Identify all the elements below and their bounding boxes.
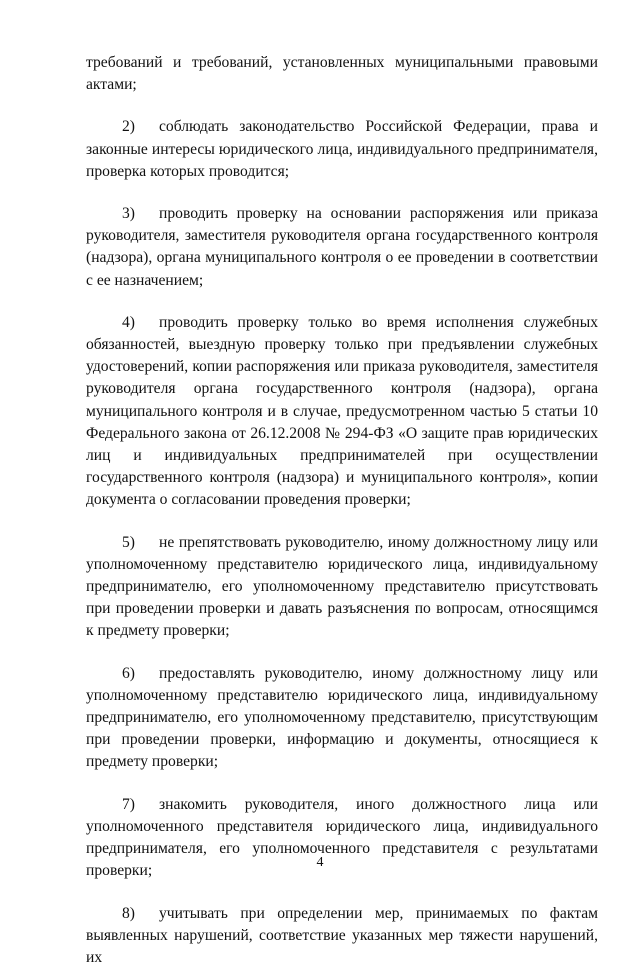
page-number: 4 [0, 855, 640, 871]
item-number: 5) [122, 532, 159, 554]
list-item-6 [86, 663, 598, 774]
continuation-paragraph: требований и требований, установленных муниципальными правовыми актами; [86, 52, 598, 96]
item-number: 7) [122, 794, 159, 816]
item-number: 2) [122, 116, 159, 138]
item-text: проводить проверку только во время исполнения служебных обязанностей, выездную проверку только при предъявлении служебных удостоверений, копии распоряжения или приказа руководителя, заместителя руководителя органа государственного контроля (надзора), органа муниципального контроля и в случае, предусмотренном частью 5 статьи 10 Федерального закона от 26.12.2008 № 294-ФЗ «О защите прав юридических лиц и индивидуальных предпринимателей при осуществлении государственного контроля (надзора) и муниципального контроля», копии документа о согласовании проведения проверки; [86, 314, 598, 509]
list-item-8 [86, 903, 598, 969]
item-text: соблюдать законодательство Российской Федерации, права и законные интересы юридического лица, индивидуального предпринимателя, проверка которых проводится; [86, 118, 598, 179]
item-number: 3) [122, 203, 159, 225]
item-text: знакомить руководителя, иного должностного лица или уполномоченного представителя юридического лица, индивидуального предпринимателя, его уполномоченного представителя с результатами проверки; [86, 796, 598, 880]
item-text: не препятствовать руководителю, иному должностному лицу или уполномоченному представителю юридического лица, индивидуальному предпринимателю, его уполномоченному представителю присутствовать при проведении проверки и давать разъяснения по вопросам, относящимся к предмету проверки; [86, 534, 598, 640]
item-number: 8) [122, 903, 159, 925]
item-text: учитывать при определении мер, принимаемых по фактам выявленных нарушений, соответствие указанных мер тяжести нарушений, их [86, 905, 598, 966]
document-body [86, 52, 598, 969]
item-number: 6) [122, 663, 159, 685]
item-number: 4) [122, 312, 159, 334]
list-item-5 [86, 532, 598, 643]
item-text: предоставлять руководителю, иному должностному лицу или уполномоченному представителю юридического лица, индивидуальному предпринимателю, его уполномоченному представителю, присутствующим при проведении проверки, информацию и документы, относящиеся к предмету проверки; [86, 665, 598, 771]
item-text: проводить проверку на основании распоряжения или приказа руководителя, заместителя руководителя органа государственного контроля (надзора), органа муниципального контроля о ее проведении в соответствии с ее назначением; [86, 205, 598, 289]
list-item-3 [86, 203, 598, 292]
list-item-2 [86, 116, 598, 183]
list-item-4 [86, 312, 598, 512]
